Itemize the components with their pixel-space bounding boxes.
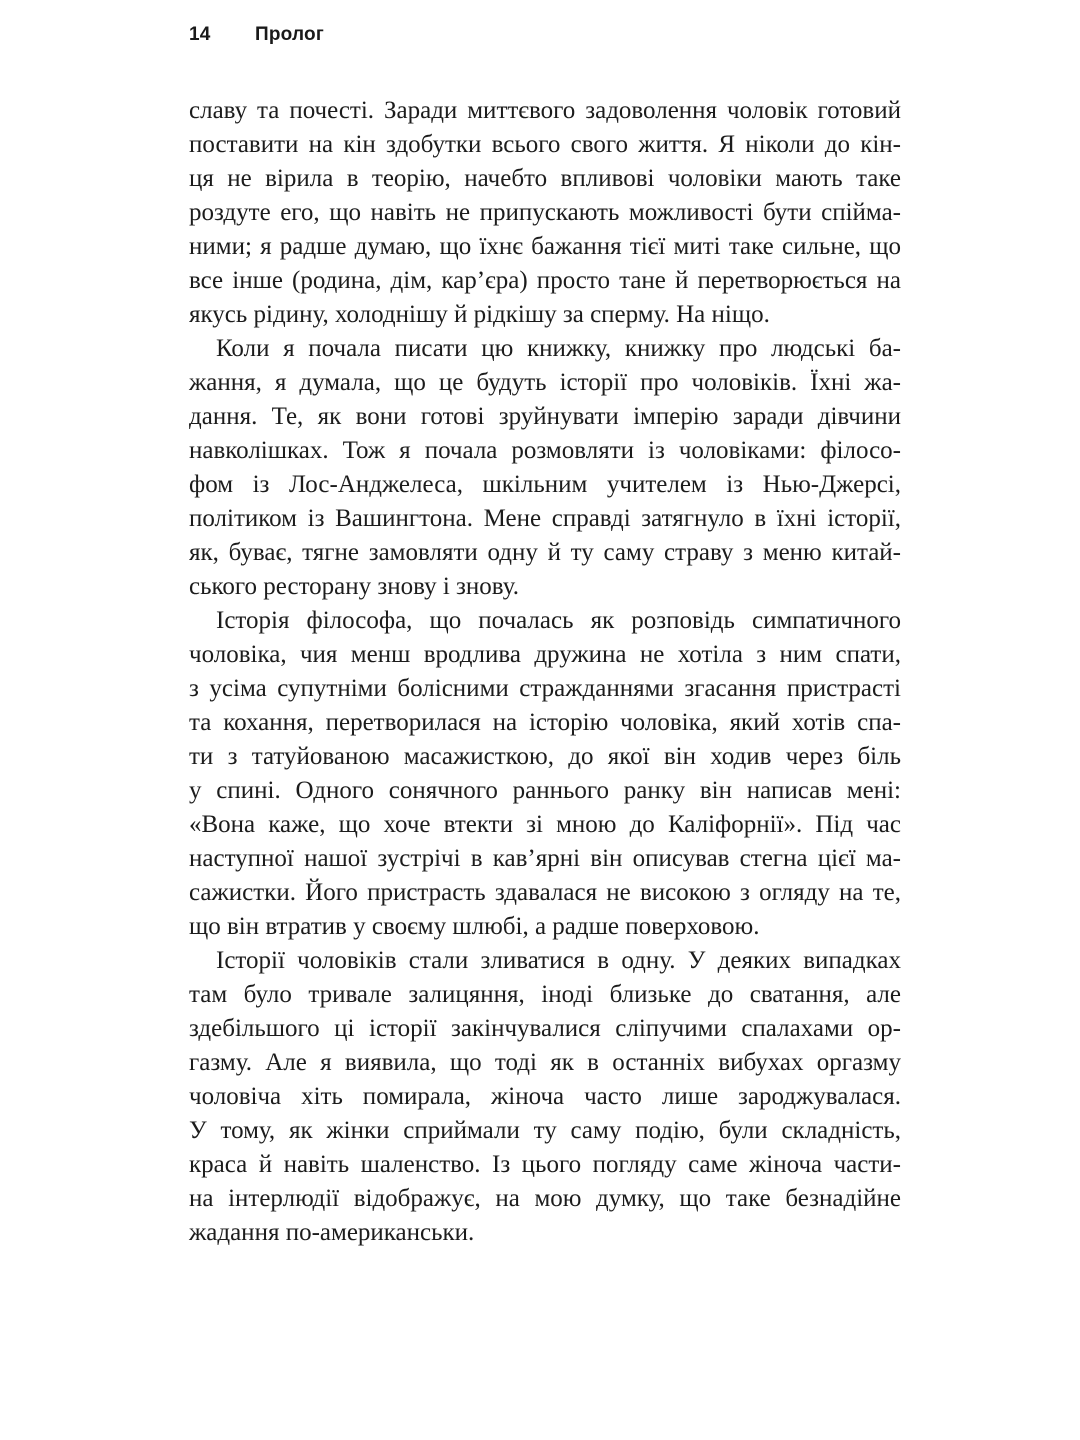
text-line: дання. Те, як вони готові зруйнувати імперію заради дівчини bbox=[189, 403, 901, 430]
text-line: «Вона каже, що хоче втекти зі мною до Каліфорнії». Під час bbox=[189, 811, 901, 838]
running-header bbox=[189, 24, 324, 46]
text-line: жадання по-американськи. bbox=[189, 1219, 475, 1246]
chapter-title: Пролог bbox=[255, 24, 324, 45]
text-line: політиком із Вашингтона. Мене справді затягнуло в їхні історії, bbox=[189, 505, 901, 532]
text-line: ними; я радше думаю, що їхнє бажання тієї миті таке сильне, що bbox=[189, 233, 901, 260]
paragraph-2 bbox=[189, 332, 901, 604]
text-line: ського ресторану знову і знову. bbox=[189, 573, 519, 600]
body-text bbox=[189, 94, 901, 1250]
text-line: газму. Але я виявила, що тоді як в останніх вибухах оргазму bbox=[189, 1049, 901, 1076]
text-line: та кохання, перетворилася на історію чоловіка, який хотів спа- bbox=[189, 709, 901, 736]
text-line: У тому, як жінки сприймали ту саму подію, були складність, bbox=[189, 1117, 901, 1144]
paragraph-1 bbox=[189, 94, 901, 332]
text-line: Коли я почала писати цю книжку, книжку про людські ба- bbox=[216, 335, 901, 362]
text-line: чоловіча хіть помирала, жіноча часто лише зароджувалася. bbox=[189, 1083, 901, 1110]
text-line: як, буває, тягне замовляти одну й ту саму страву з меню китай- bbox=[189, 539, 901, 566]
text-line: на інтерлюдії відображує, на мою думку, що таке безнадійне bbox=[189, 1185, 901, 1212]
text-line: все інше (родина, дім, кар’єра) просто тане й перетворюється на bbox=[189, 267, 901, 294]
paragraph-4 bbox=[189, 944, 901, 1250]
text-line: у спині. Одного сонячного раннього ранку він написав мені: bbox=[189, 777, 901, 804]
text-line: здебільшого ці історії закінчувалися сліпучими спалахами ор- bbox=[189, 1015, 901, 1042]
text-line: з усіма супутніми болісними стражданнями згасання пристрасті bbox=[189, 675, 901, 702]
text-line: роздуте его, що навіть не припускають можливості бути спійма- bbox=[189, 199, 901, 226]
text-line: Історії чоловіків стали зливатися в одну. У деяких випадках bbox=[216, 947, 901, 974]
text-line: Історія філософа, що почалась як розповідь симпатичного bbox=[216, 607, 901, 634]
paragraph-3 bbox=[189, 604, 901, 944]
text-line: ти з татуйованою масажисткою, до якої він ходив через біль bbox=[189, 743, 901, 770]
text-line: жання, я думала, що це будуть історії про чоловіків. Їхні жа- bbox=[189, 369, 901, 396]
text-line: сажистки. Його пристрасть здавалася не високою з огляду на те, bbox=[189, 879, 901, 906]
text-line: краса й навіть шаленство. Із цього погляду саме жіноча части- bbox=[189, 1151, 901, 1178]
text-line: якусь рідину, холоднішу й рідкішу за сперму. На ніщо. bbox=[189, 301, 770, 328]
text-line: що він втратив у своєму шлюбі, а радше поверховою. bbox=[189, 913, 760, 940]
text-line: фом із Лос-Анджелеса, шкільним учителем із Нью-Джерсі, bbox=[189, 471, 901, 498]
text-line: ця не вірила в теорію, начебто впливові чоловіки мають таке bbox=[189, 165, 901, 192]
text-line: навколішках. Тож я почала розмовляти із чоловіками: філосо- bbox=[189, 437, 901, 464]
text-line: поставити на кін здобутки всього свого життя. Я ніколи до кін- bbox=[189, 131, 901, 158]
page-number: 14 bbox=[189, 24, 211, 45]
text-line: наступної нашої зустрічі в кав’ярні він описував стегна цієї ма- bbox=[189, 845, 901, 872]
text-line: чоловіка, чия менш вродлива дружина не хотіла з ним спати, bbox=[189, 641, 901, 668]
text-line: там було тривале залицяння, іноді близьке до сватання, але bbox=[189, 981, 901, 1008]
text-line: славу та почесті. Заради миттєвого задоволення чоловік готовий bbox=[189, 97, 901, 124]
